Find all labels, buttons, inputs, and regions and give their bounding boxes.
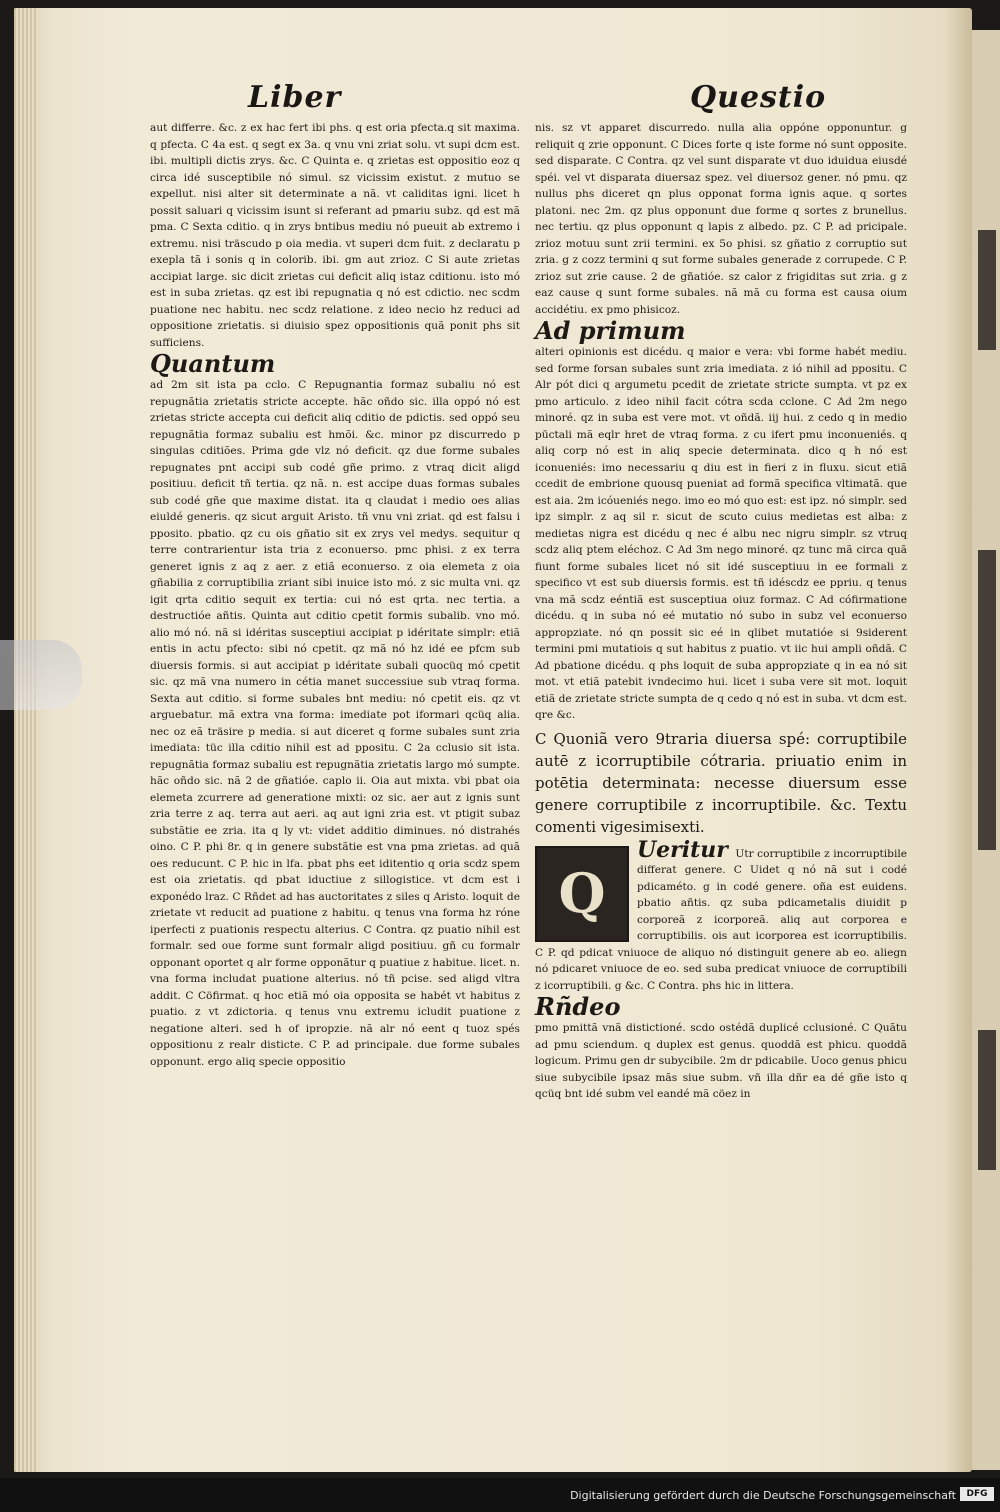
running-header-right: Questio [690, 80, 827, 115]
digitization-footer [0, 1478, 1000, 1512]
paragraph: nis. sz vt apparet discurredo. nulla alia oppóne opponuntur. g reliquit q zrie opponunt. C Dices forte q iste forme nó sunt opposite. sed disparate. C Contra. qz vel sunt disparate vt duo iduidua eiusdé spéi. vel vt disparata diuersaz spez. vel diuersoz gener. nó pmu. qz nullus phs diceret qn plus opponat forma ignis aque. q sortes platoni. nec 2m. qz plus opponunt due forme q sortes z brunellus. nec tertiu. qz plus opponunt q lapis z albedo. pz. C P. ad pricipale. zrioz motuu sunt zrii termini. ex 5o phisi. sz gñatio z corruptio sut zria. g z cozz termini q sut forme subales generade z corrupede. C P. zrioz sut zrie cause. 2 de gñatióe. sz calor z frigiditas sut zria. g z eaz cause q sunt forme subales. nã mã cu forma est causa oium accidétiu. ex pmo phisicoz. [535, 122, 907, 316]
left-text-column [150, 120, 520, 1070]
funding-credit: Digitalisierung gefördert durch die Deutsche Forschungsgemeinschaft [570, 1489, 956, 1502]
paragraph: ad 2m sit ista pa cclo. C Repugnantia formaz subaliu nó est repugnãtia zrietatis stricte accepte. hãc oñdo sic. illa oppó nó est zrietas stricte accepta cui deficit aliq cditio de pdictis. sed oppó seu repugnãtia formaz subaliu est hmõi. &c. minor pz discurredo p singulas cditiões. Prima gde vlz nó deficit. qz due forme subales repugnates pnt accipi sub codé gñe primo. z vtraq dicit aligd positiuu. deficit tñ tertia. qz nã. n. est accipe duas formas subales sub codé gñe que maxime distat. ita q claudat i medio oes alias eiuldé generis. qz sicut arguit Aristo. tñ vnu vni zriat. qd est falsu i pposito. pbatio. qz cu ois gñatio sit ex zrys vel medys. sequitur q terre contrarientur ista tria z econuerso. pmc phisi. z ex terra generet ignis z aq z aer. z etiã econuerso. z oia elemeta z oia gñabilia z corruptibilia zriant sibi inuice isto mó. z sic multa vni. qz igit qrta cditio sequit ex tertia: cui nó est qrta. nec tertia. a destructióe añtis. Quinta aut cditio cpetit formis subalib. vno mó. alio mó nó. nã si idéritas susceptiui accipiat p idéritate simplr: etiã entis in actu pfecto: sibi nó cpetit. qz mã nó hz idé ee pfcm sub diuersis formis. si aut accipiat p idéritate subali quocüq mó cpetit sic. qz mã vna numero in cétia manet successiue sub vtraq forma. Sexta aut cditio. si forme subales bnt mediu: nó cpetit eis. qz vt arguebatur. mã extra vna forma: imediate pot iformari qcüq alia. nec oz eã träsire p media. si aut diceret q forme subales sunt zria imediata: tüc illa cditio nihil est ad ppositu. C 2a cclusio sit ista. repugnãtia formaz subaliu est repugnãtia zrietatis largo mó sumpte. hãc oñdo sic. nã 2 de gñatióe. caplo ii. Oia aut mixta. vbi pbat oia elemeta zcurrere ad generatione mixti: oz sic. aer aut z ignis sunt zria terre z aq. terra aut aeri. aq aut igni zria est. vt ptigit subaz substãtie ee zria. ita q ly vt: videt additio diminues. nó distrahés oino. C P. phi 8r. q in genere substãtie est vna pma zrietas. ad quã oes reducunt. C P. hic in lfa. pbat phs eet iditentio q oria scdz spem est oia zrietatis. qd pbat iductiue z sillogistice. vt dcm est i exponédo lraz. C Rñdet ad has auctoritates z siles q Aristo. loquit de zrietate vt reducit ad puatione z habitu. q tenus vna forma hz róne iperfecti z puationis respectu alterius. C Contra. qz puatio nihil est formalr. sed oue forme sunt formalr aligd positiuu. gñ cu formalr opponant oportet q alr forme opponãtur q puatiue z habitue. licet. n. vna forma includat puatione alterius. nó tñ pcise. sed aligd vltra addit. C Cöfirmat. q hoc etiã mó oia opposita se habét vt habitus z puatio. z vt zdictoria. q tenus vnu extremu icludit puatione z negatione alteri. sed h of ipropzie. nã alr nó eent q tuoz spés oppositionu z realr disticte. C P. ad principale. due forme subales opponunt. ergo aliq specie oppositio [150, 379, 520, 1068]
question-paragraph: C Quoniã vero 9traria diuersa spé: corruptibile autē z icorruptibile cótraria. priuatio enim in potētia determinata: necesse diuersum esse genere corruptibile z incorruptibile. &c. Textu comenti vigesimisexti. [535, 729, 907, 836]
section-heading: Quantum [150, 349, 276, 378]
section-heading: Ad primum [535, 316, 686, 345]
page-stack-edge [14, 8, 38, 1472]
section-heading: Rñdeo [535, 992, 621, 1021]
running-header-left: Liber [248, 80, 342, 115]
section-heading: Ueritur [637, 836, 728, 863]
paragraph: aut differre. &c. z ex hac fert ibi phs. q est oria pfecta.q sit maxima. q pfecta. C 4a est. q segt ex 3a. q vnu vni zriat solu. vt supi dcm est. ibi. multipli dictis zrys. &c. C Quinta e. q zrietas est oppositio eoz q circa idé susceptibile nó simul. sz vicissim existut. z mutuo se expellut. nisi alter sit determinate a nã. vt caliditas igni. licet h possit saluari q vicissim isunt si referant ad pmariu subz. qd est mã pma. C Sexta cditio. q in zrys bntibus mediu nó pueuit ab extremo i extremu. nisi träscudo p oia media. vt superi dcm fuit. z declaratu p exepla tã i sonis q in colorib. ibi. gm aut zrioz. C Si aute zrietas accipiat large. sic dicit zrietas cui deficit aliq istaz cditionu. isto mó est in suba zrietas. qz est ibi repugnatia q nó est cdictio. nec scdm puatione nec habitu. nec scdz relatione. z ideo necio hz reduci ad oppositione zrietatis. si diuisio spez oppositionis quã ponit phs sit sufficiens. [150, 122, 520, 349]
paragraph: Utr corruptibile z incorruptibile differat genere. C Uidet q nó nã sut i codé pdicaméto. g in codé genere. oña est euidens. pbatio añtis. qz suba pdicametalis diuidit p corporeã z icorporeã. aliq aut corporea e corruptibilis. ois aut icorporea est icorruptibilis. C P. qd pdicat vniuoce de aliquo nó distinguit genere ab eo. aliegn nó pdicaret vniuoce de eo. sed suba predicat vniuoce de corruptibili z icorruptibili. g &c. C Contra. phs hic in littera. [535, 847, 907, 992]
decorated-initial: Q [535, 846, 629, 942]
right-text-column [535, 120, 907, 1103]
paragraph: alteri opinionis est dicédu. q maior e vera: vbi forme habét mediu. sed forme forsan subales sunt zria imediata. z ió nihil ad ppositu. C Alr pót dici q argumetu pcedit de zrietate stricte sumpta. vt pz ex pmo articulo. z ideo nihil facit cótra scda cclone. C Ad 2m nego minoré. qz in suba est vere mot. vt oñdã. iij hui. z cedo q in medio pūctali mã eqlr hret de vtraq forma. z cu ifert pmu inconueniés. q aliq corp nó est in aliq specie determinata. dico q h nó est iconueniés: imo necessariu q diu est in fieri z in fluxu. sicut etiã ccedit de embrione quousq pueniat ad formã specifica vltimatã. que est aia. 2m icóueniés nego. imo eo mó quo est: est ipz. nó simplr. sed ipz simplr. z aq sil r. sicut de scuto cuius medietas est alba: z medietas nigra est dicédu q nec é albu nec nigru simplr. sz vtruq scdz aliq ptem eléchoz. C Ad 3m nego minoré. qz tunc mã circa quã fiunt forme subales licet nó sit idé susceptiuu in ee formali z specifico vt est sub diuersis formis. est tñ idéscdz ee ppriu. q tenus vna mã scdz eéntiã est susceptiua oiuz formaz. C Ad cófirmatione dicédu. q in suba nó eé mutatio nó subo in subz vel econuerso appropziate. nó qn possit sic eé in qlibet mutatióe si 9siderent termini pmi mutatiois q sut habitus z puatio. vt iic hui ampli oñdã. C Ad pbatione dicédu. q phs loquit de suba appropziate q in ea nó sit mot. vt etiã patebit ivndecimo hui. licet i suba vere sit mot. loquit etiã de zrietate stricte sumpta de q cedo q nó est in suba. vt dcm est. qre &c. [535, 346, 907, 721]
facing-page-edge [972, 30, 1000, 1470]
bookmark-strip [0, 640, 82, 710]
dfg-logo: DFG [960, 1487, 994, 1501]
paragraph: pmo pmittã vnã distictioné. scdo ostédã duplicé cclusioné. C Quãtu ad pmu sciendum. q duplex est genus. quoddã est phicu. quoddã logicum. Primu gen dr subycibile. 2m dr pdicabile. Uoco genus phicu siue subycibile ipsaz mãs siue subm. vñ illa dñr ea dé gñe isto q qcüq bnt idé subm vel eandé mã cöez in [535, 1022, 908, 1100]
